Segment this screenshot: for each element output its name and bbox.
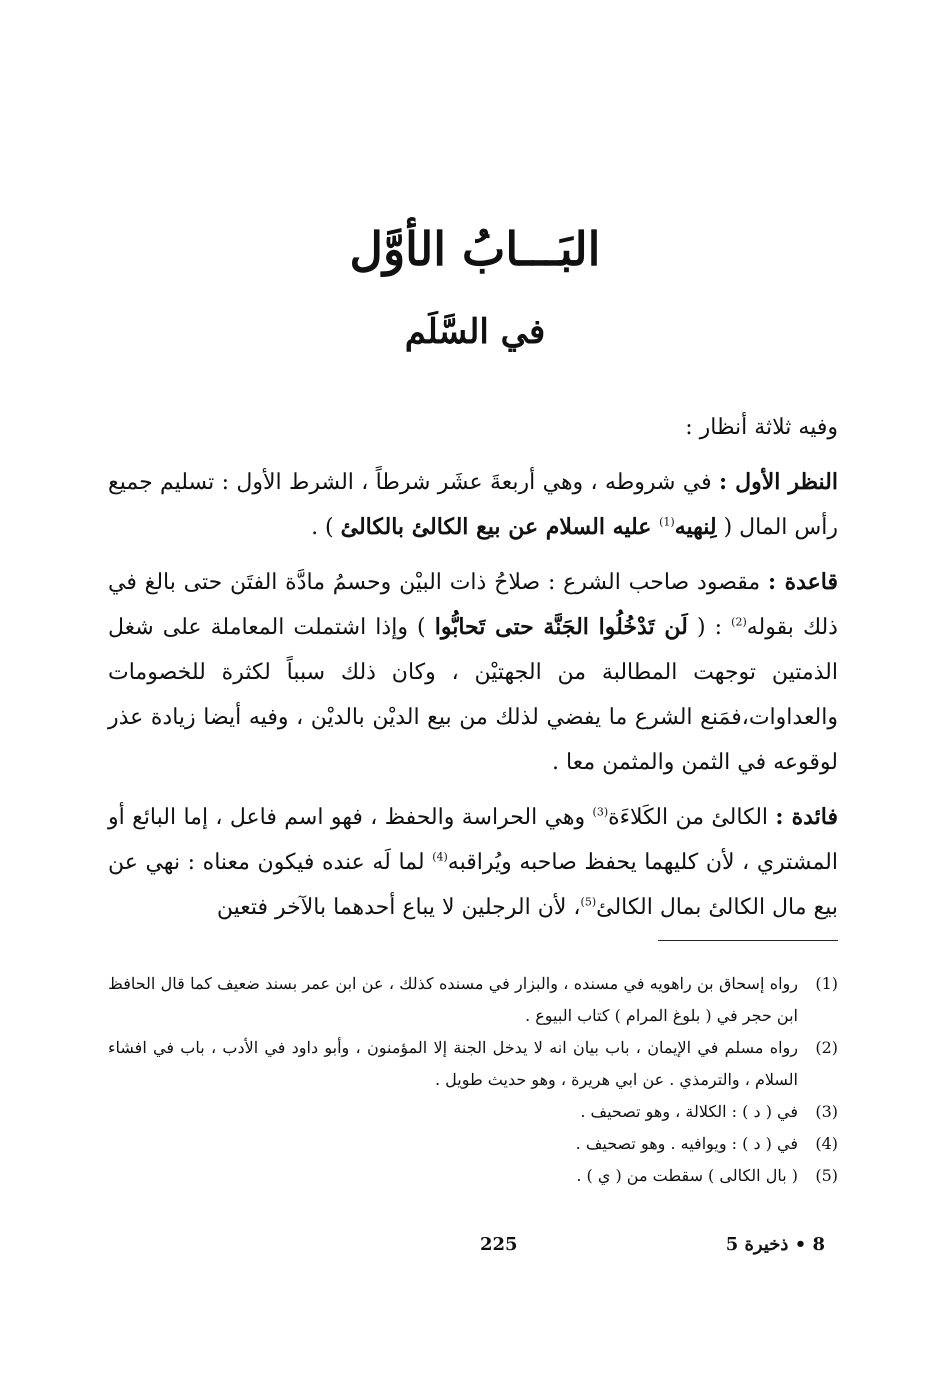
footnote-ref-3[interactable]: (3) bbox=[592, 805, 609, 819]
rule-text-c: ) وإذا اشتملت المعاملة على شغل الذمتين توجهت المطالبة من الجهتيْن ، وكان ذلك سبباً لكثرة للخصومات والعداوات،فمَنع الشرع ما يفضي لذلك من بيع الديْن بالديْن ، وفيه أيضا زيادة عذر لوقوعه في الثمن والمثمن معا . bbox=[108, 615, 838, 775]
benefit-text-d: ، لأن الرجلين لا يباع أحدهما بالآخر فتعين bbox=[216, 895, 581, 920]
intro-paragraph bbox=[108, 405, 838, 450]
page-number: 225 bbox=[480, 1234, 518, 1255]
footnote-text: رواه مسلم في الإيمان ، باب بيان انه لا يدخل الجنة إلا المؤمنون ، وأبو داود في الأدب ، باب في افشاء السلام ، والترمذي . عن ابي هريرة ، وهو حديث طويل . bbox=[108, 1038, 799, 1089]
footnotes-list bbox=[108, 968, 838, 1192]
footnote-ref-5[interactable]: (5) bbox=[580, 895, 597, 909]
footnote-item bbox=[108, 1096, 838, 1128]
footnote-divider bbox=[658, 940, 838, 941]
footnote-item bbox=[108, 1160, 838, 1192]
section1-end: ) . bbox=[311, 515, 341, 540]
footnote-number: (4) bbox=[815, 1134, 838, 1153]
section1-label: النظر الأول : bbox=[718, 469, 838, 495]
benefit-label: فائدة : bbox=[775, 804, 838, 830]
footnote-text: في ( د ) : ويوافيه . وهو تصحيف . bbox=[575, 1134, 798, 1153]
rule-text-b: : ( bbox=[687, 615, 732, 640]
section1-bold2: عليه السلام عن بيع الكالئ بالكالئ bbox=[340, 514, 660, 540]
rule-label: قاعدة : bbox=[767, 569, 838, 595]
footnote-ref-1[interactable]: (1) bbox=[659, 515, 675, 529]
footnote-text: ( بال الكالى ) سقطت من ( ي ) . bbox=[576, 1166, 798, 1185]
page-footer bbox=[0, 1234, 950, 1268]
main-text bbox=[108, 405, 838, 940]
footnote-number: (2) bbox=[815, 1038, 838, 1057]
footnote-number: (1) bbox=[815, 974, 838, 993]
footnote-item bbox=[108, 968, 838, 1032]
chapter-subtitle: في السَّلَم bbox=[404, 312, 546, 352]
section1-paragraph bbox=[108, 460, 838, 550]
footnote-number: (5) bbox=[815, 1166, 838, 1185]
section1-bold: لِنهيه bbox=[674, 514, 717, 540]
benefit-paragraph bbox=[108, 795, 838, 930]
footnote-item bbox=[108, 1032, 838, 1096]
footnote-ref-2[interactable]: (2) bbox=[731, 615, 747, 629]
printer-signature: 8 • ذخيرة 5 bbox=[725, 1234, 825, 1255]
benefit-text-b: وهي الحراسة والحفظ ، فهو اسم فاعل ، إما البائع أو المشتري ، لأن كليهما يحفظ صاحبه ويُراقبه bbox=[108, 805, 838, 875]
chapter-title: البَـــابُ الأوَّل bbox=[349, 222, 601, 276]
rule-paragraph bbox=[108, 560, 838, 785]
footnote-item bbox=[108, 1128, 838, 1160]
intro-text: وفيه ثلاثة أنظار : bbox=[685, 415, 838, 440]
footnote-number: (3) bbox=[815, 1102, 838, 1121]
rule-text-a: مقصود صاحب الشرع : صلاحُ ذات البيْن وحسمُ مادَّة الفتَن حتى بالغ في ذلك بقوله bbox=[108, 570, 838, 640]
footnote-ref-4[interactable]: (4) bbox=[432, 850, 448, 864]
footnote-text: في ( د ) : الكلالة ، وهو تصحيف . bbox=[580, 1102, 798, 1121]
rule-quote: لَن تَدْخُلُوا الجَنَّة حتى تَحابُّوا bbox=[434, 614, 688, 640]
section1-text: في شروطه ، وهي أربعةَ عشَر شرطاً ، الشرط الأول : تسليم جميع رأس المال ( bbox=[108, 470, 838, 540]
footnote-text: رواه إسحاق بن راهويه في مسنده ، والبزار في مسنده كذلك ، عن ابن عمر بسند ضعيف كما قال الحافظ ابن حجر في ( بلوغ المرام ) كتاب البيوع . bbox=[108, 974, 798, 1025]
benefit-text-a: الكالئ من الكَلاءَة bbox=[608, 805, 776, 830]
benefit-text-c: لما لَه عنده فيكون معناه : نهي عن بيع مال الكالئ بمال الكالئ bbox=[108, 850, 838, 920]
